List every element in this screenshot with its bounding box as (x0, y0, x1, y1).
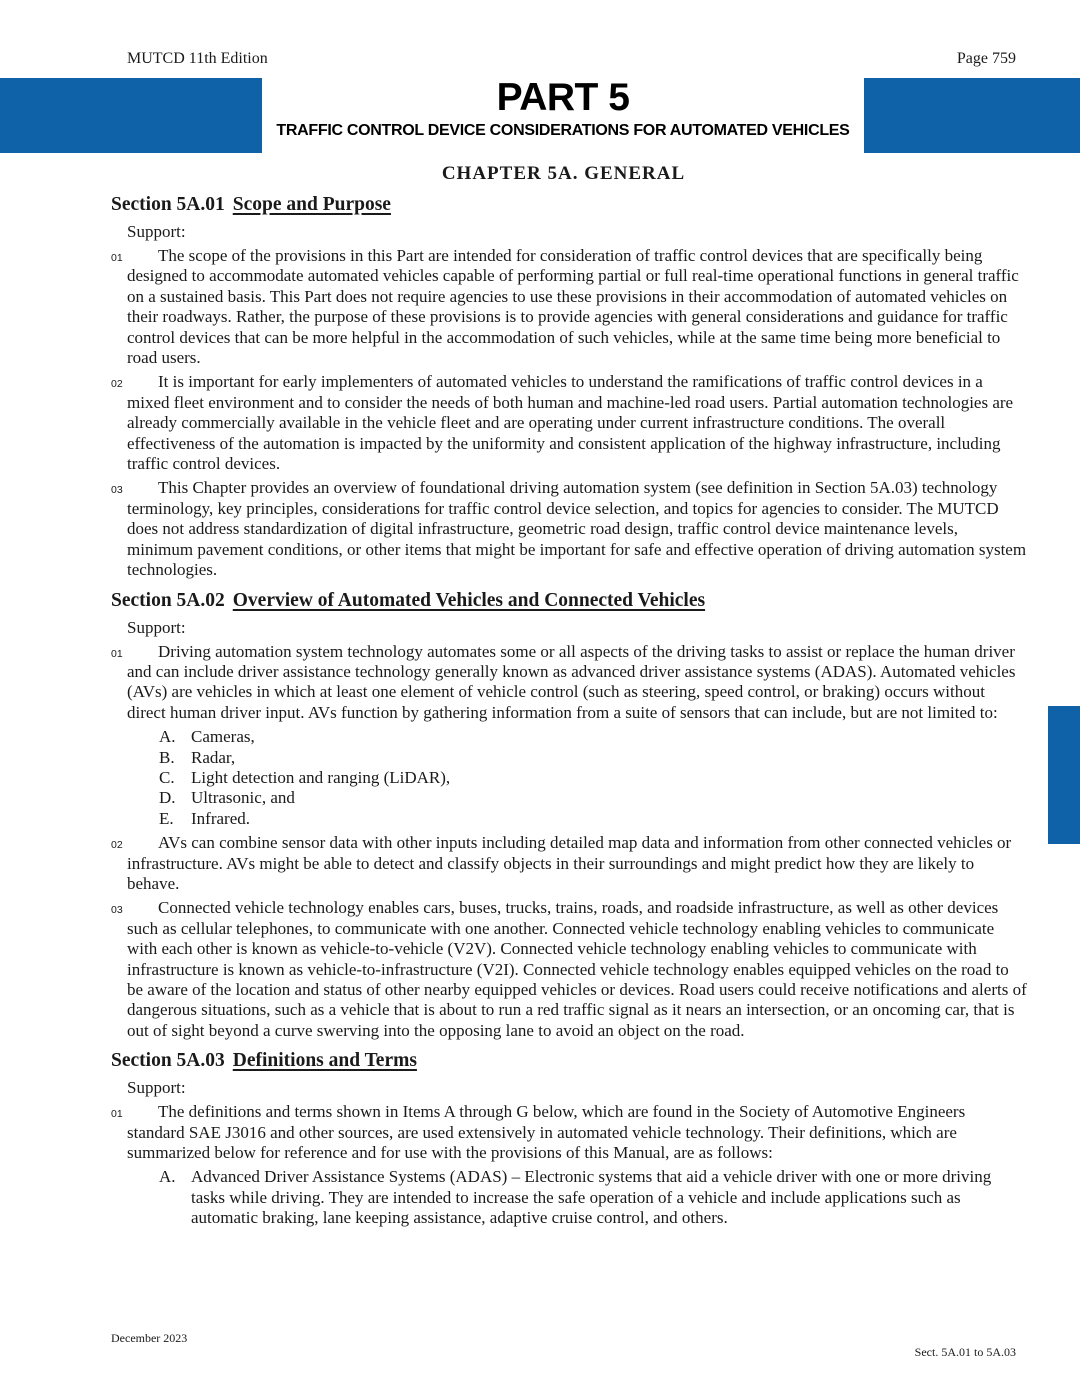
paragraph-number: 01 (111, 1108, 123, 1121)
paragraph (111, 833, 1027, 894)
list-item (159, 809, 1029, 829)
paragraph-text: AVs can combine sensor data with other inputs including detailed map data and information from other connected vehicles or infrastructure. AVs might be able to detect and classify objects in their surroundings and might predict how they are likely to behave. (127, 833, 1012, 893)
footer-date: December 2023 (111, 1331, 188, 1345)
section-heading (111, 589, 1080, 613)
support-label: Support: (127, 1078, 186, 1098)
section-number: Section 5A.03 (111, 1050, 225, 1072)
paragraph (111, 478, 1027, 580)
paragraph-number: 03 (111, 904, 123, 917)
list-item-text: Cameras, (191, 727, 255, 747)
footer-section-range: Sect. 5A.01 to 5A.03 (914, 1345, 1016, 1359)
section-title: Definitions and Terms (232, 1050, 417, 1072)
part-subtitle: TRAFFIC CONTROL DEVICE CONSIDERATIONS FOR AUTOMATED VEHICLES (276, 122, 850, 139)
section-heading (111, 1049, 1080, 1073)
paragraph-number: 03 (111, 484, 123, 497)
paragraph-text: It is important for early implementers of automated vehicles to understand the ramifications of traffic control devices in a mixed fleet environment and to consider the needs of both human and machine-led road users. Partial automation technologies are already commercially available in the vehicle fleet and are operating under current infrastructure conditions. The overall effectiveness of the automation is impacted by the uniformity and consistent application of the highway infrastructure, including traffic control devices. (127, 372, 1014, 474)
section-number: Section 5A.02 (111, 589, 225, 611)
list-item (159, 727, 1029, 747)
section-number: Section 5A.01 (111, 194, 225, 215)
section-title: Overview of Automated Vehicles and Connected Vehicles (232, 589, 706, 611)
lettered-list (159, 1167, 1080, 1228)
list-item-letter: A. (159, 1167, 176, 1187)
lettered-list (159, 727, 1080, 829)
list-item-text: Light detection and ranging (LiDAR), (191, 767, 451, 787)
page-number: Page 759 (956, 50, 1016, 67)
paragraph-number: 02 (111, 378, 123, 391)
list-item-letter: B. (159, 747, 175, 767)
list-item-text: Advanced Driver Assistance Systems (ADAS) – Electronic systems that aid a vehicle driver with one or more driving tasks while driving. They are intended to increase the safe operation of a vehicle and include applications such as automatic braking, lane keeping assistance, adaptive cruise control, and others. (191, 1167, 992, 1228)
paragraph-number: 01 (111, 647, 123, 660)
list-item (159, 788, 1029, 808)
running-header-title: MUTCD 11th Edition (127, 50, 268, 67)
list-item-letter: D. (159, 788, 176, 808)
banner-bar-left (0, 78, 262, 153)
paragraph-text: The definitions and terms shown in Items A through G below, which are found in the Society of Automotive Engineers standard SAE J3016 and other sources, are used extensively in automated vehicle technology. Their definitions, which are summarized below for reference and for use with the provisions of this Manual, are as follows: (127, 1102, 966, 1163)
list-item-letter: C. (159, 767, 175, 787)
section-heading (111, 193, 1080, 217)
paragraph (111, 898, 1027, 1041)
list-item (159, 1167, 1029, 1228)
list-item (159, 748, 1029, 768)
support-label: Support: (127, 617, 186, 637)
list-item-text: Ultrasonic, and (191, 788, 295, 808)
section-title: Scope and Purpose (232, 194, 391, 215)
paragraph (111, 1102, 1027, 1163)
support-label: Support: (127, 222, 186, 241)
paragraph-text: Driving automation system technology automates some or all aspects of the driving tasks to assist or replace the human driver and can include driver assistance technology generally known as advanced driver assistance systems (ADAS). Automated vehicles (AVs) are vehicles in which at least one element of vehicle control (such as steering, speed control, or braking) occurs without direct human driver input. AVs function by gathering information from a suite of sensors that can include, but are not limited to: (127, 641, 1016, 722)
list-item-letter: A. (159, 727, 176, 747)
paragraph (111, 246, 1027, 368)
part-title: PART 5 (496, 76, 630, 119)
paragraph-text: This Chapter provides an overview of foundational driving automation system (see definition in Section 5A.03) technology terminology, key principles, considerations for traffic control device selection, and topics for agencies to consider. The MUTCD does not address standardization of digital infrastructure, geometric road design, traffic control device maintenance levels, minimum pavement conditions, or other items that might be important for safe and effective operation of driving automation system technologies. (127, 478, 1027, 580)
paragraph-number: 01 (111, 252, 123, 264)
page-body (0, 193, 1080, 1233)
list-item (159, 768, 1029, 788)
banner-bar-right (864, 78, 1080, 153)
list-item-letter: E. (159, 808, 174, 828)
list-item-text: Radar, (191, 747, 236, 767)
paragraph-number: 02 (111, 839, 123, 852)
chapter-heading: CHAPTER 5A. GENERAL (441, 163, 686, 184)
paragraph-text: The scope of the provisions in this Part are intended for consideration of traffic control devices that are specifically being designed to accommodate automated vehicles capable of performing partial or full real-time operational functions in general traffic on a sustained basis. This Part does not require agencies to use these provisions in their accommodation of automated vehicles on their roadways. Rather, the purpose of these provisions is to provide agencies with general considerations and guidance for traffic control devices that can be more helpful in the accommodation of such vehicles, while at the same time being more beneficial to road users. (127, 246, 1019, 368)
paragraph (111, 641, 1027, 724)
paragraph (111, 372, 1027, 474)
list-item-text: Infrared. (191, 808, 250, 828)
paragraph-text: Connected vehicle technology enables cars, buses, trucks, trains, roads, and roadside infrastructure, as well as other devices such as cellular telephones, to communicate with one another. Connected vehicle technology enabling vehicles to communicate with each other is known as vehicle-to-vehicle (V2V). Connected vehicle technology enabling vehicles to communicate with infrastructure is known as vehicle-to-infrastructure (V2I). Connected vehicle technology enables equipped vehicles on the road to be aware of the location and status of other nearby equipped vehicles or devices. Road users could receive notifications and alerts of dangerous situations, such as a vehicle that is about to run a red traffic signal as it nears an intersection, or an oncoming car, that is out of sight beyond a curve swerving into the opposing lane to avoid an object on the road. (127, 898, 1027, 1040)
